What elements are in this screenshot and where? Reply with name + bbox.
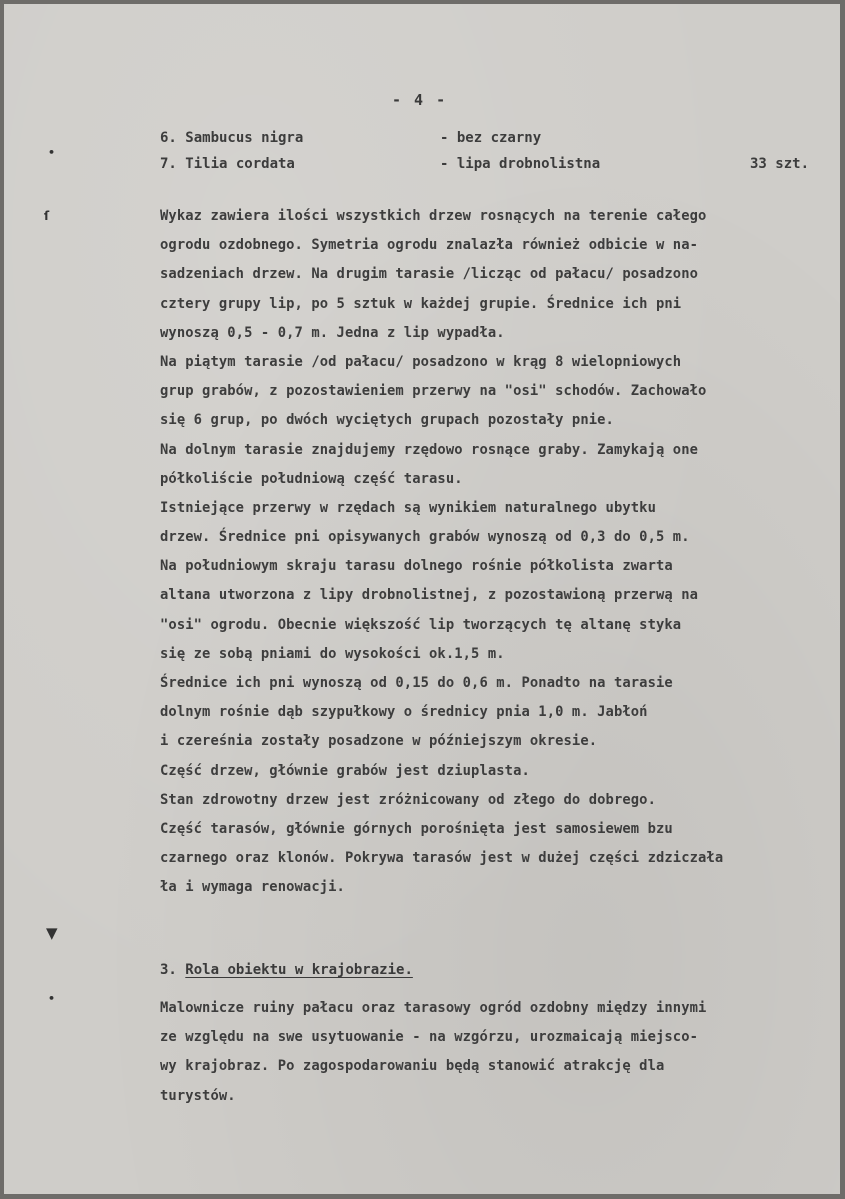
text-line: Na południowym skraju tarasu dolnego rośnie półkolista zwarta — [160, 558, 673, 575]
margin-mark: ▼ — [46, 924, 58, 942]
text-line: grup grabów, z pozostawieniem przerwy na "osi" schodów. Zachowało — [160, 383, 707, 400]
text-line: cztery grupy lip, po 5 sztuk w każdej grupie. Średnice ich pni — [160, 295, 682, 312]
text-line: Wykaz zawiera ilości wszystkich drzew rosnących na terenie całego — [160, 208, 707, 224]
species-polish-name: - lipa drobnolistna — [440, 156, 601, 172]
text-line: turystów. — [160, 1087, 236, 1104]
text-line: się 6 grup, po dwóch wyciętych grupach pozostały pnie. — [160, 412, 614, 429]
species-polish-name: - bez czarny — [440, 130, 542, 146]
margin-mark: • — [48, 992, 56, 1005]
text-line: Średnice ich pni wynoszą od 0,15 do 0,6 m. Ponadto na tarasie — [160, 675, 673, 691]
text-line: czarnego oraz klonów. Pokrywa tarasów jest w dużej części zdziczała — [160, 850, 724, 867]
section-number: 3. — [160, 962, 177, 978]
text-line: ze względu na swe usytuowanie - na wzgórzu, urozmaicają miejsco- — [160, 1029, 699, 1046]
species-count: 33 szt. — [750, 156, 810, 172]
text-line: wy krajobraz. Po zagospodarowaniu będą stanowić atrakcję dla — [160, 1058, 665, 1075]
body-text — [160, 202, 840, 903]
text-line: Na dolnym tarasie znajdujemy rzędowo rosnące graby. Zamykają one — [160, 441, 699, 458]
text-line: "osi" ogrodu. Obecnie większość lip tworzących tę altanę styka — [160, 616, 682, 633]
text-line: wynoszą 0,5 - 0,7 m. Jedna z lip wypadła. — [160, 324, 505, 341]
text-line: Na piątym tarasie /od pałacu/ posadzono w krąg 8 wielopniowych — [160, 353, 682, 370]
text-line: Malownicze ruiny pałacu oraz tarasowy ogród ozdobny między innymi — [160, 1000, 707, 1016]
text-line: półkoliście południową część tarasu. — [160, 470, 463, 487]
text-line: i czereśnia zostały posadzone w późniejszym okresie. — [160, 733, 598, 750]
document-page — [4, 4, 840, 1194]
text-line: się ze sobą pniami do wysokości ok.1,5 m. — [160, 645, 505, 662]
section-heading — [160, 962, 413, 978]
species-latin-name: 7. Tilia cordata — [160, 156, 295, 172]
species-row — [160, 130, 830, 156]
page-number: - 4 - — [392, 91, 448, 109]
conclusion-text — [160, 994, 840, 1111]
section-title: Rola obiektu w krajobrazie. — [185, 962, 413, 978]
text-line: altana utworzona z lipy drobnolistnej, z pozostawioną przerwą na — [160, 587, 699, 604]
species-list — [160, 130, 830, 182]
text-line: Część tarasów, głównie górnych porośnięta jest samosiewem bzu — [160, 820, 673, 837]
species-row — [160, 156, 830, 182]
text-line: Część drzew, głównie grabów jest dziuplasta. — [160, 762, 530, 779]
text-line: Istniejące przerwy w rzędach są wynikiem naturalnego ubytku — [160, 499, 656, 516]
text-line: sadzeniach drzew. Na drugim tarasie /licząc od pałacu/ posadzono — [160, 266, 699, 283]
text-line: dolnym rośnie dąb szypułkowy o średnicy pnia 1,0 m. Jabłoń — [160, 704, 648, 721]
text-line: ogrodu ozdobnego. Symetria ogrodu znalazła również odbicie w na- — [160, 237, 699, 254]
text-line: drzew. Średnice pni opisywanych grabów wynoszą od 0,3 do 0,5 m. — [160, 529, 690, 546]
text-line: Stan zdrowotny drzew jest zróżnicowany od złego do dobrego. — [160, 791, 656, 808]
text-line: ła i wymaga renowacji. — [160, 879, 345, 896]
margin-mark: ſ — [44, 209, 50, 223]
species-latin-name: 6. Sambucus nigra — [160, 130, 304, 146]
margin-mark: • — [48, 146, 56, 159]
